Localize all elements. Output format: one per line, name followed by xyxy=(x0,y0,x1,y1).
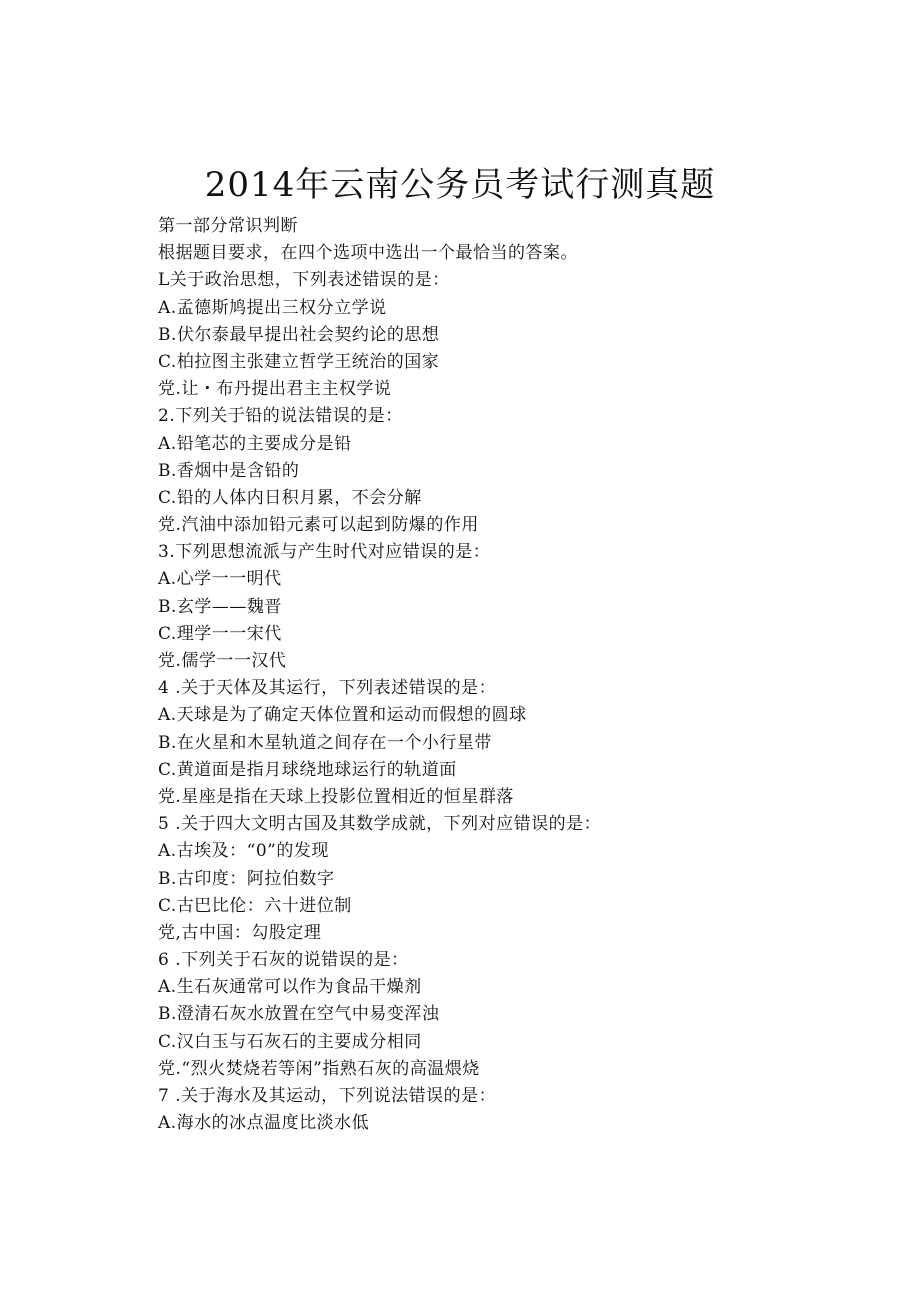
question-6-option-c: C.汉白玉与石灰石的主要成分相同 xyxy=(158,1031,422,1052)
document-title: 2014年云南公务员考试行测真题 xyxy=(204,165,716,205)
section-heading: 第一部分常识判断 xyxy=(158,216,298,236)
question-1-option-b: B.伏尔泰最早提出社会契约论的思想 xyxy=(158,324,440,345)
question-1: L关于政治思想，下列表述错误的是： xyxy=(158,270,450,291)
question-3-option-d: 党.儒学一一汉代 xyxy=(158,651,287,671)
question-6-option-a: A.生石灰通常可以作为食品干燥剂 xyxy=(158,977,422,998)
question-5-option-d: 党,古中国：勾股定理 xyxy=(158,922,322,943)
question-3: 3.下列思想流派与产生时代对应错误的是： xyxy=(158,542,491,563)
question-4-option-d: 党.星座是指在天球上投影位置相近的恒星群落 xyxy=(158,786,514,807)
question-2-option-d: 党.汽油中添加铅元素可以起到防爆的作用 xyxy=(158,515,479,536)
question-6-option-d: 党.“烈火焚烧若等闲”指熟石灰的高温煨烧 xyxy=(158,1058,480,1079)
question-4: 4 .关于天体及其运行，下列表述错误的是： xyxy=(158,678,497,699)
question-4-option-c: C.黄道面是指月球绕地球运行的轨道面 xyxy=(158,759,457,780)
question-2: 2.下列关于铅的说法错误的是： xyxy=(158,406,403,427)
question-6-option-b: B.澄清石灰水放置在空气中易变浑浊 xyxy=(158,1004,440,1025)
question-2-option-c: C.铅的人体内日积月累，不会分解 xyxy=(158,487,422,508)
question-5-option-b: B.古印度：阿拉伯数字 xyxy=(158,868,335,889)
question-3-option-c: C.理学一一宋代 xyxy=(158,623,282,644)
instruction-text: 根据题目要求，在四个选项中选出一个最恰当的答案。 xyxy=(158,243,578,264)
question-4-option-a: A.天球是为了确定天体位置和运动而假想的圆球 xyxy=(158,705,527,726)
question-1-option-c: C.柏拉图主张建立哲学王统治的国家 xyxy=(158,351,440,372)
question-4-option-b: B.在火星和木星轨道之间存在一个小行星带 xyxy=(158,732,492,753)
document-body xyxy=(158,213,878,1137)
question-5-option-c: C.古巴比伦：六十进位制 xyxy=(158,895,352,916)
question-2-option-b: B.香烟中是含铅的 xyxy=(158,460,300,481)
question-3-option-b: B.玄学——魏晋 xyxy=(158,596,282,617)
question-6: 6 .下列关于石灰的说错误的是： xyxy=(158,950,409,971)
question-2-option-a: A.铅笔芯的主要成分是铅 xyxy=(158,433,352,454)
question-5-option-a: A.古埃及：“0”的发现 xyxy=(158,841,329,862)
question-3-option-a: A.心学一一明代 xyxy=(158,569,282,590)
question-7-option-a: A.海水的冰点温度比淡水低 xyxy=(158,1113,370,1134)
question-7: 7 .关于海水及其运动，下列说法错误的是： xyxy=(158,1086,497,1106)
question-5: 5 .关于四大文明古国及其数学成就，下列对应错误的是： xyxy=(158,814,602,835)
question-1-option-d: 党.让・布丹提出君主主权学说 xyxy=(158,379,392,400)
question-1-option-a: A.孟德斯鸠提出三权分立学说 xyxy=(158,297,387,318)
